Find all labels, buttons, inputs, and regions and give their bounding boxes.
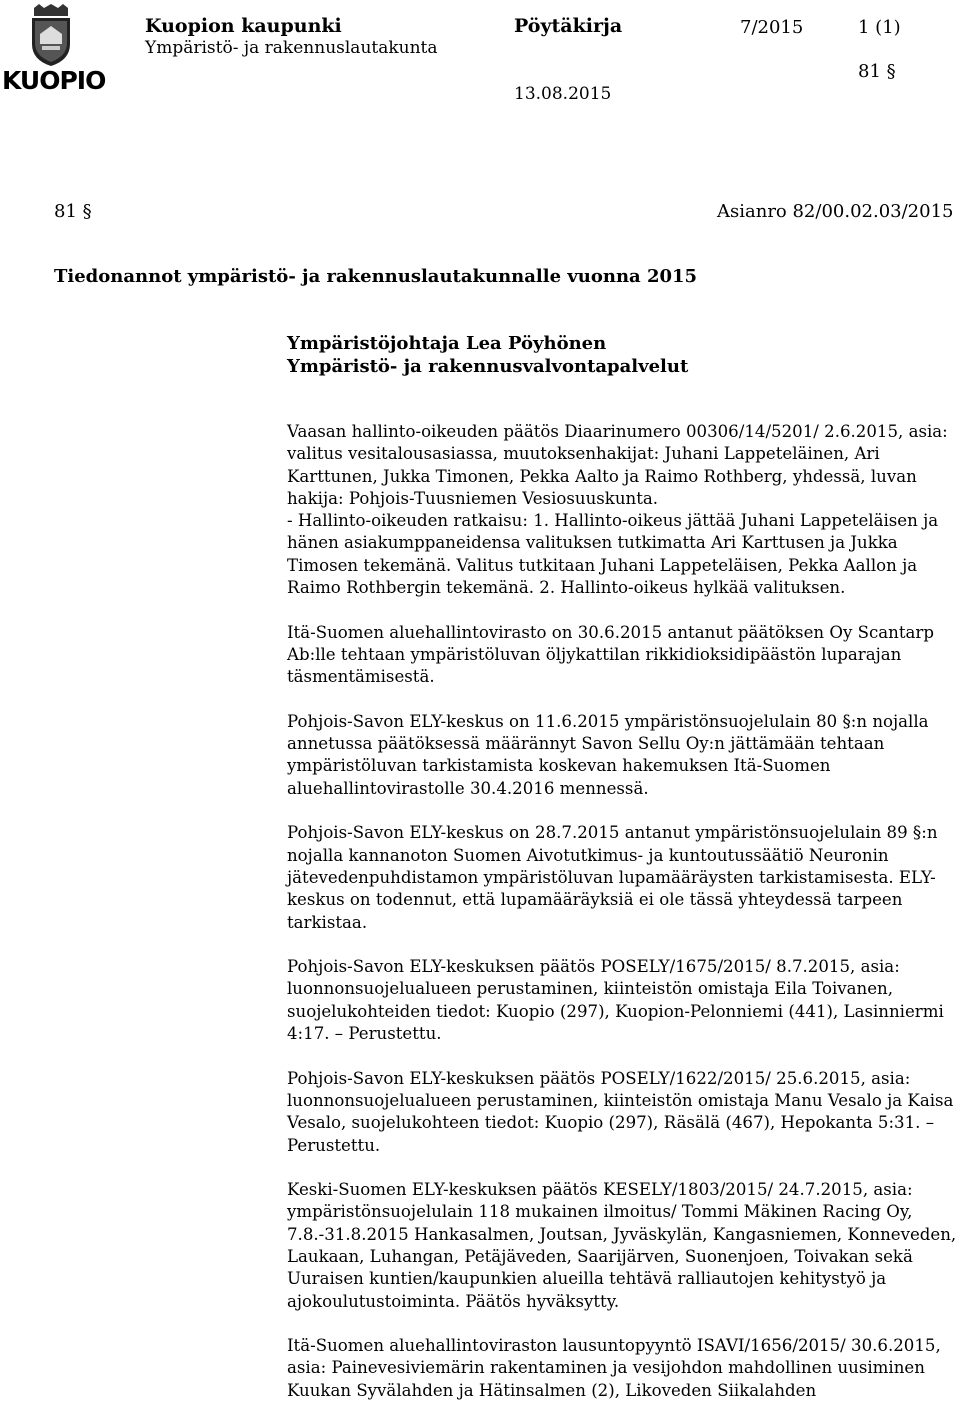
paragraph-posely-1622: Pohjois-Savon ELY-keskuksen päätös POSELY/1622/2015/ 25.6.2015, asia: luonnonsuojelualueen perustaminen, kiinteistön omistaja Manu Vesalo ja Kaisa Vesalo, suojelukohteen tiedot: Kuopio (297), Räsälä (467), Hepokanta 5:31. – Perustettu.	[287, 1068, 954, 1155]
logo-text: KUOPIO	[2, 66, 106, 95]
paragraph-ely-savon-sellu: Pohjois-Savon ELY-keskus on 11.6.2015 ympäristönsuojelulain 80 §:n nojalla annetussa päätöksessä määrännyt Savon Sellu Oy:n jättämään tehtaan ympäristöluvan tarkistamista koskevan hakemuksen Itä-Suomen aluehallintovirastolle 30.4.2016 mennessä.	[287, 711, 929, 798]
paragraph-kesely-1803: Keski-Suomen ELY-keskuksen päätös KESELY/1803/2015/ 24.7.2015, asia: ympäristönsuojelulain 118 mukainen ilmoitus/ Tommi Mäkinen Racing Oy, 7.8.-31.8.2015 Hankasalmen, Joutsan, Jyväskylän, Kangasniemen, Konneveden, Laukaan, Luhangan, Petäjäveden, Saarijärven, Suonenjoen, Toivakan sekä Uuraisen kuntien/kaupunkien alueilla tehtävä ralliautojen kehitystyö ja ajokoulutustoiminta. Päätös hyväksytty.	[287, 1180, 957, 1311]
paragraph-ely-neuroni: Pohjois-Savon ELY-keskus on 28.7.2015 antanut ympäristönsuojelulain 89 §:n nojalla kannanoton Suomen Aivotutkimus- ja kuntoutussäätiö Neuronin jätevedenpuhdistamon ympäristöluvan lupamääräysten tarkistamisesta. ELY-keskus on todennut, että lupamääräyksiä ei ole tässä yhteydessä tarpeen tarkistaa.	[287, 823, 938, 932]
document-number: 7/2015	[740, 17, 804, 38]
document-type: Pöytäkirja	[514, 15, 623, 37]
body-text	[287, 421, 957, 1424]
author-unit: Ympäristö- ja rakennusvalvontapalvelut	[287, 356, 689, 377]
paragraph-avi-scantarp: Itä-Suomen aluehallintovirasto on 30.6.2015 antanut päätöksen Oy Scantarp Ab:lle tehtaan ympäristöluvan öljykattilan rikkidioksidipäästön luparajan täsmentämisestä.	[287, 622, 934, 687]
header-section-ref: 81 §	[858, 61, 896, 82]
paragraph-posely-1675: Pohjois-Savon ELY-keskuksen päätös POSELY/1675/2015/ 8.7.2015, asia: luonnonsuojelualueen perustaminen, kiinteistön omistaja Eila Toivanen, suojelukohteiden tiedot: Kuopio (297), Kuopion-Pelonniemi (441), Lasinniermi 4:17. – Perustettu.	[287, 957, 944, 1044]
section-title: Tiedonannot ympäristö- ja rakennuslautakunnalle vuonna 2015	[54, 266, 698, 287]
meeting-date: 13.08.2015	[514, 84, 612, 104]
section-number: 81 §	[54, 201, 92, 222]
paragraph-vaasan-hallinto-oikeus: Vaasan hallinto-oikeuden päätös Diaarinumero 00306/14/5201/ 2.6.2015, asia: valitus vesitalousasiassa, muutoksenhakijat: Juhani Lappeteläinen, Ari Karttunen, Jukka Timonen, Pekka Aalto ja Raimo Rothberg, yhdessä, luvan hakija: Pohjois-Tuusniemen Vesiosuuskunta. - Hallinto-oikeuden ratkaisu: 1. Hallinto-oikeus jättää Juhani Lappeteläisen ja hänen asiakumppaneidensa valituksen tutkimatta Ari Karttusen ja Jukka Timosen tekemänä. Valitus tutkitaan Juhani Lappeteläisen, Pekka Aallon ja Raimo Rothbergin tekemänä. 2. Hallinto-oikeus hylkää valituksen.	[287, 422, 948, 598]
asianro: Asianro 82/00.02.03/2015	[717, 201, 954, 222]
board-name: Ympäristö- ja rakennuslautakunta	[145, 38, 438, 58]
city-name: Kuopion kaupunki	[145, 15, 342, 37]
author-name: Ympäristöjohtaja Lea Pöyhönen	[287, 333, 607, 354]
paragraph-isavi-1656: Itä-Suomen aluehallintoviraston lausuntopyyntö ISAVI/1656/2015/ 30.6.2015, asia: Painevesiviemärin rakentaminen ja vesijohdon mahdollinen uusiminen Kuukan Syvälahden ja Hätinsalmen (2), Likoveden Siikalahden	[287, 1336, 941, 1400]
page-number: 1 (1)	[858, 17, 901, 38]
author-block	[287, 332, 688, 378]
